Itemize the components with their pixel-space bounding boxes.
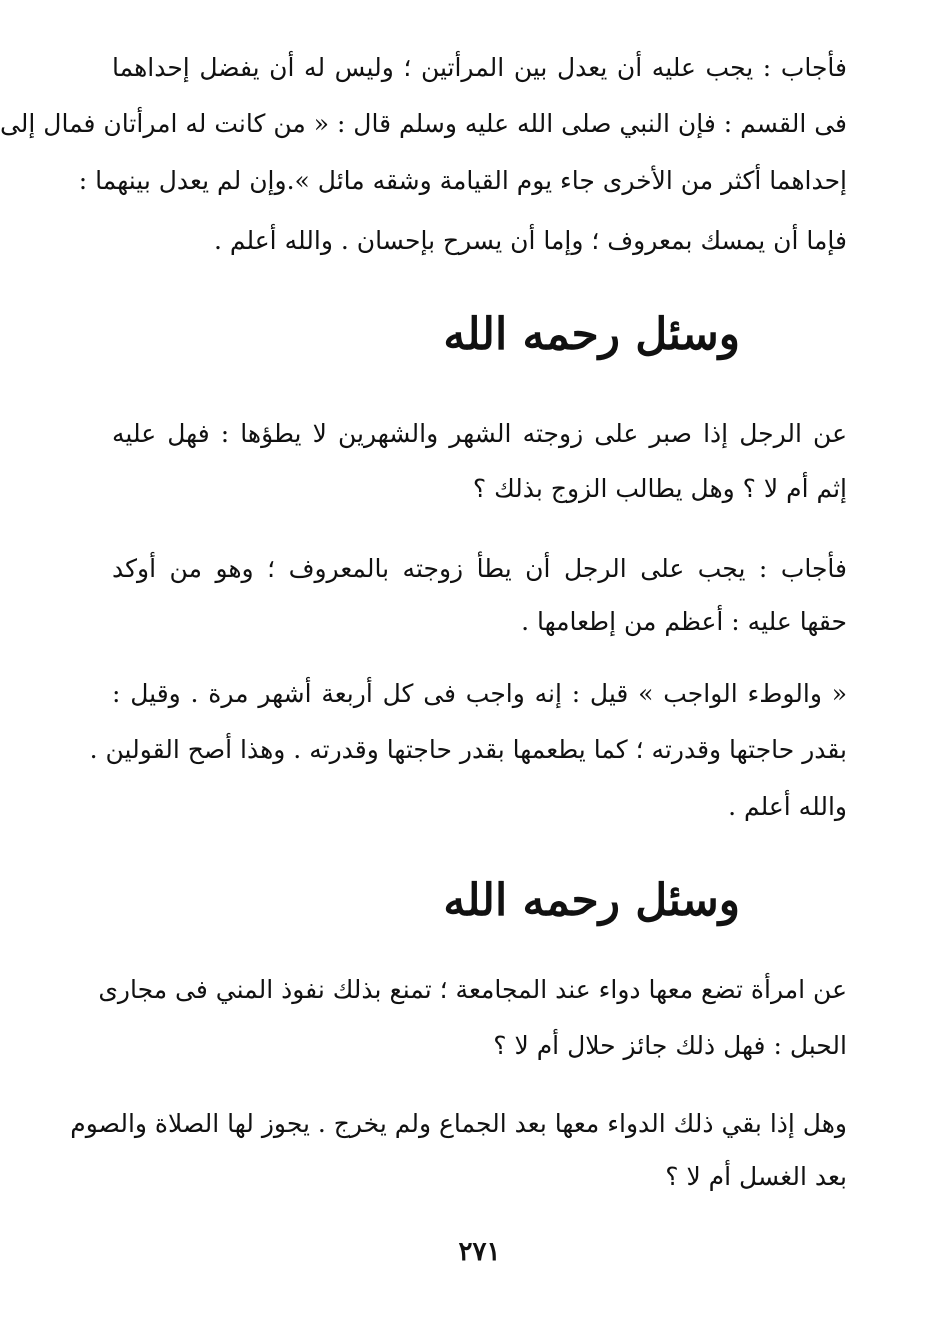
text-line: فى القسم : فإن النبي صلى الله عليه وسلم قال : « من كانت له امرأتان فمال إلى — [0, 109, 847, 138]
text-line: إحداهما أكثر من الأخرى جاء يوم القيامة وشقه مائل ».وإن لم يعدل بينهما : — [78, 166, 847, 195]
text-line: « والوطء الواجب » قيل : إنه واجب فى كل أربعة أشهر مرة . وقيل : — [112, 679, 847, 708]
text-line: إثم أم لا ؟ وهل يطالب الزوج بذلك ؟ — [472, 474, 847, 503]
text-line: والله أعلم . — [728, 792, 847, 821]
text-line: فأجاب : يجب على الرجل أن يطأ زوجته بالمعروف ؛ وهو من أوكد — [112, 554, 847, 583]
text-line: الحبل : فهل ذلك جائز حلال أم لا ؟ — [493, 1031, 847, 1060]
text-line: بعد الغسل أم لا ؟ — [665, 1162, 847, 1191]
section-heading: وسئل رحمه الله — [443, 309, 740, 360]
text-line: عن الرجل إذا صبر على زوجته الشهر والشهرين لا يطؤها : فهل عليه — [112, 419, 847, 448]
text-line: عن امرأة تضع معها دواء عند المجامعة ؛ تمنع بذلك نفوذ المني فى مجارى — [98, 975, 847, 1004]
page-number: ٢٧١ — [458, 1237, 501, 1267]
text-line: فأجاب : يجب عليه أن يعدل بين المرأتين ؛ وليس له أن يفضل إحداهما — [112, 53, 847, 82]
text-line: حقها عليه : أعظم من إطعامها . — [521, 607, 847, 636]
text-line: وهل إذا بقي ذلك الدواء معها بعد الجماع ولم يخرج . يجوز لها الصلاة والصوم — [70, 1109, 847, 1138]
text-line: بقدر حاجتها وقدرته ؛ كما يطعمها بقدر حاجتها وقدرته . وهذا أصح القولين . — [89, 735, 847, 764]
text-line: فإما أن يمسك بمعروف ؛ وإما أن يسرح بإحسان . والله أعلم . — [213, 226, 847, 255]
section-heading: وسئل رحمه الله — [443, 875, 740, 926]
